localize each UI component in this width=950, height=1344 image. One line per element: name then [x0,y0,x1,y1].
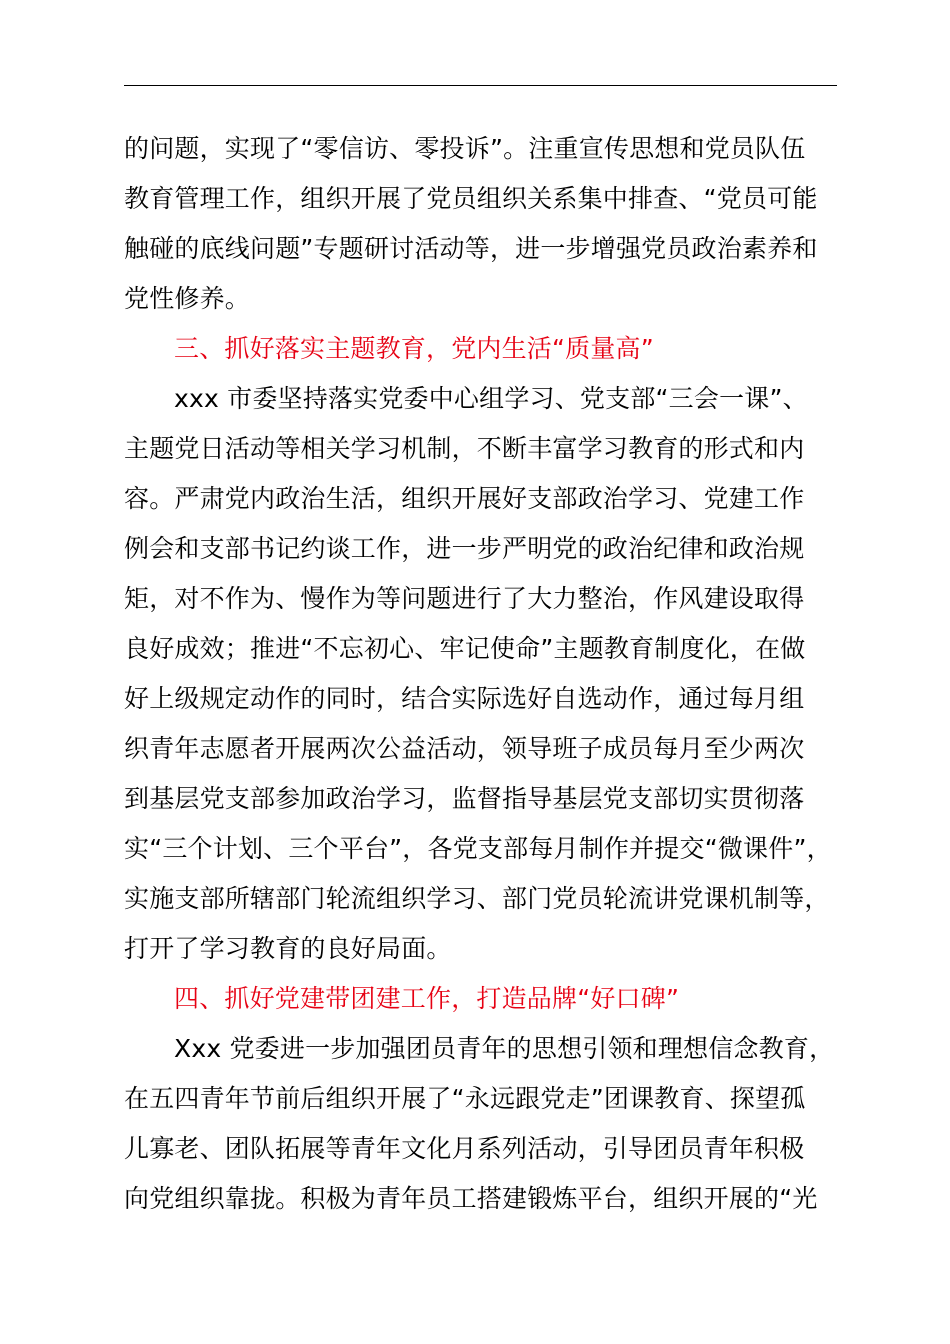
body-line: 向党组织靠拢。积极为青年员工搭建锻炼平台，组织开展的“光 [124,1184,818,1213]
body-line: 党性修养。 [124,284,251,313]
paragraph-first-line: xxx 市委坚持落实党委中心组学习、党支部“三会一课”、 [174,384,808,413]
body-line: 例会和支部书记约谈工作，进一步严明党的政治纪律和政治规 [124,534,805,563]
body-line: 织青年志愿者开展两次公益活动，领导班子成员每月至少两次 [124,734,805,763]
body-line: 实“三个计划、三个平台”，各党支部每月制作并提交“微课件”， [124,834,832,863]
paragraph-first-line: Xxx 党委进一步加强团员青年的思想引领和理想信念教育， [174,1034,835,1063]
body-line: 实施支部所辖部门轮流组织学习、部门党员轮流讲党课机制等， [124,884,830,913]
body-line: 打开了学习教育的良好局面。 [124,934,452,963]
body-line: 儿寡老、团队拓展等青年文化月系列活动，引导团员青年积极 [124,1134,805,1163]
body-line: 良好成效；推进“不忘初心、牢记使命”主题教育制度化，在做 [124,634,806,663]
body-line: 好上级规定动作的同时，结合实际选好自选动作，通过每月组 [124,684,805,713]
document-body [124,124,864,1224]
section-heading-4: 四、抓好党建带团建工作，打造品牌“好口碑” [174,984,680,1013]
body-line: 教育管理工作，组织开展了党员组织关系集中排查、“党员可能 [124,184,818,213]
body-line: 的问题，实现了“零信访、零投诉”。注重宣传思想和党员队伍 [124,134,806,163]
body-line: 主题党日活动等相关学习机制，不断丰富学习教育的形式和内 [124,434,805,463]
body-line: 触碰的底线问题”专题研讨活动等，进一步增强党员政治素养和 [124,234,818,263]
header-rule [124,85,837,86]
body-line: 矩，对不作为、慢作为等问题进行了大力整治，作风建设取得 [124,584,805,613]
body-line: 容。严肃党内政治生活，组织开展好支部政治学习、党建工作 [124,484,805,513]
body-line: 到基层党支部参加政治学习，监督指导基层党支部切实贯彻落 [124,784,805,813]
body-line: 在五四青年节前后组织开展了“永远跟党走”团课教育、探望孤 [124,1084,806,1113]
section-heading-3: 三、抓好落实主题教育，党内生活“质量高” [174,334,654,363]
